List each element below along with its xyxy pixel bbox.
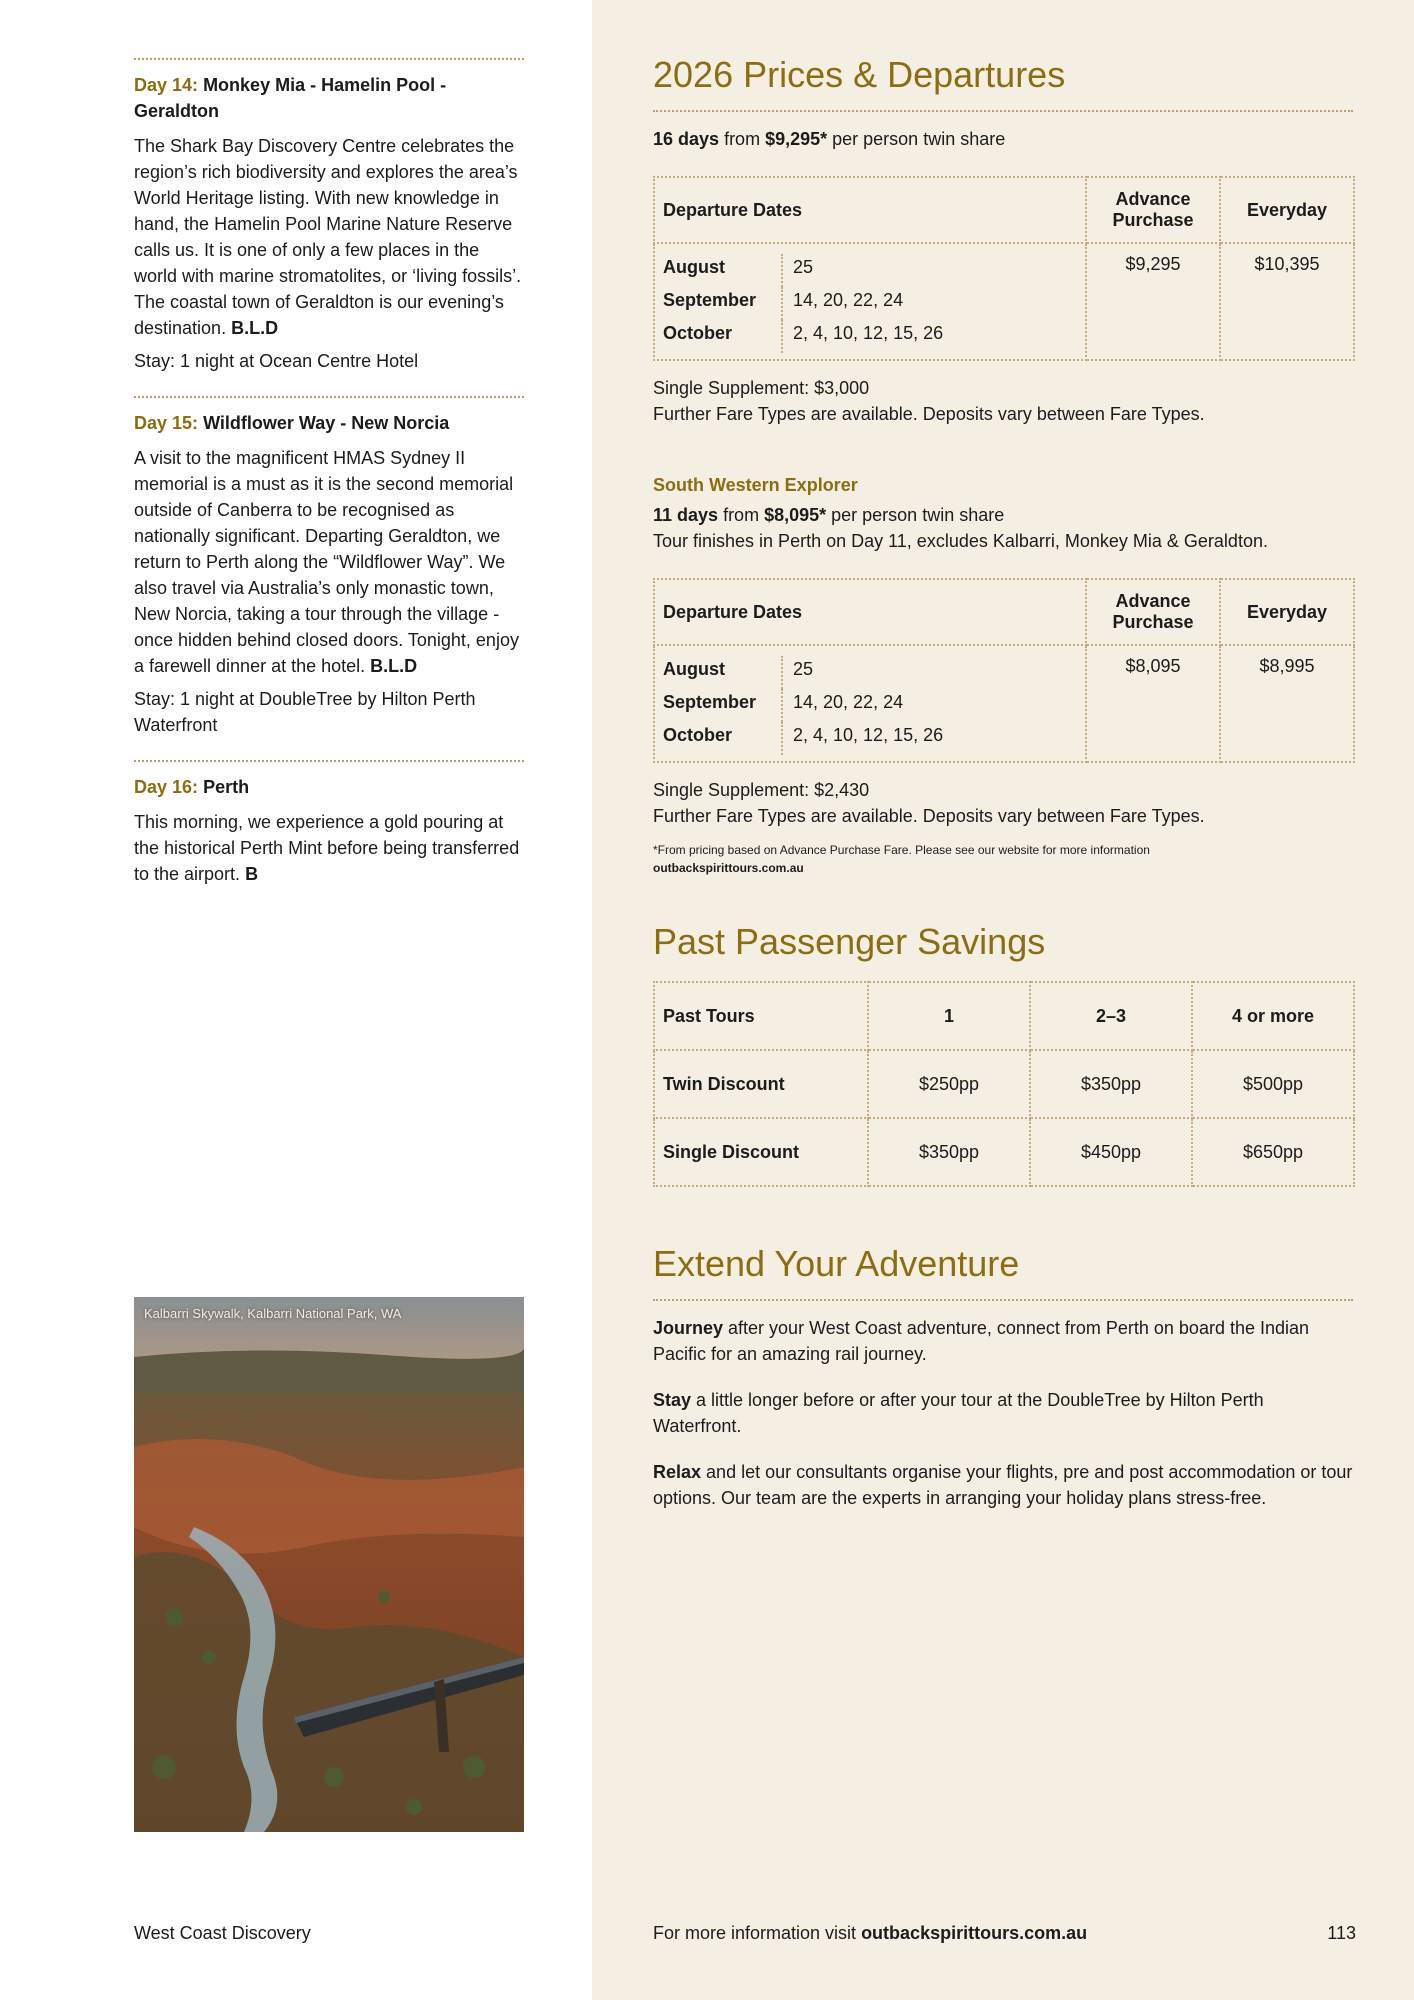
lead-price: $9,295* (765, 129, 828, 149)
date-row (663, 689, 1077, 722)
day-text: This morning, we experience a gold pouring at the historical Perth Mint before being transferred to the airport. (134, 812, 520, 884)
day-label: Day 15: (134, 413, 199, 433)
single-supplement: Single Supplement: $3,000 (653, 378, 870, 398)
day-14 (134, 58, 524, 374)
divider (134, 58, 524, 60)
extend-item (653, 1459, 1353, 1511)
day-heading (134, 72, 524, 124)
dates: 2, 4, 10, 12, 15, 26 (793, 725, 944, 745)
savings-header-row (654, 982, 1354, 1050)
dates: 2, 4, 10, 12, 15, 26 (793, 323, 944, 343)
date-row (663, 287, 1077, 320)
divider (134, 396, 524, 398)
month: August (663, 656, 783, 689)
meals: B.L.D (370, 656, 418, 676)
col-everyday: Everyday (1220, 177, 1354, 243)
dates: 14, 20, 22, 24 (793, 692, 904, 712)
explorer-prices-table (653, 578, 1355, 763)
prices-column (653, 52, 1353, 1531)
meals: B (245, 864, 259, 884)
day-heading (134, 774, 524, 800)
table-cell: $250pp (868, 1050, 1030, 1118)
day-stay: Stay: 1 night at Ocean Centre Hotel (134, 351, 419, 371)
tour-length: 16 days (653, 129, 720, 149)
prices-lead (653, 126, 1353, 152)
month: October (663, 722, 783, 755)
header-cell: Past Tours (654, 982, 868, 1050)
extend-item-text: a little longer before or after your tour at the DoubleTree by Hilton Perth Waterfront. (653, 1390, 1264, 1436)
month: September (663, 287, 783, 320)
day-title: Monkey Mia - Hamelin Pool - Geraldton (134, 75, 447, 121)
fare-note: Further Fare Types are available. Deposits vary between Fare Types. (653, 806, 1205, 826)
meals: B.L.D (231, 318, 279, 338)
extend-item-text: and let our consultants organise your flights, pre and post accommodation or tour options. Our team are the experts in arranging your holiday plans stress-free. (653, 1462, 1353, 1508)
lead-basis: per person twin share (827, 129, 1006, 149)
col-everyday: Everyday (1220, 579, 1354, 645)
savings-heading: Past Passenger Savings (653, 921, 1046, 962)
day-description (134, 445, 524, 679)
gorge-illustration (134, 1297, 524, 1832)
table-cell: $350pp (868, 1118, 1030, 1186)
day-label: Day 14: (134, 75, 199, 95)
extend-item (653, 1387, 1353, 1439)
date-row (663, 254, 1077, 287)
advance-price: $8,095 (1086, 645, 1220, 762)
col-departure-dates: Departure Dates (654, 579, 1086, 645)
fine-print-website (653, 859, 1353, 877)
date-row (663, 320, 1077, 353)
dates: 14, 20, 22, 24 (793, 290, 904, 310)
lead-price: $8,095* (764, 505, 827, 525)
date-row (663, 656, 1077, 689)
day-description (134, 133, 524, 341)
col-advance-purchase: Advance Purchase (1086, 579, 1220, 645)
table-cell: $650pp (1192, 1118, 1354, 1186)
day-text: A visit to the magnificent HMAS Sydney II memorial is a must as it is the second memorial outside of Canberra to be recognised as nationally significant. Departing Geraldton, we return to Perth along the “Wildflower Way”. We also travel via Australia’s only monastic town, New Norcia, taking a tour through the village - once hidden behind closed doors. Tonight, enjoy a farewell dinner at the hotel. (134, 448, 519, 676)
divider (653, 1299, 1353, 1301)
day-stay: Stay: 1 night at DoubleTree by Hilton Perth Waterfront (134, 689, 476, 735)
row-label: Twin Discount (654, 1050, 868, 1118)
dates-cell (654, 645, 1086, 762)
single-supplement: Single Supplement: $2,430 (653, 780, 870, 800)
header-cell: 4 or more (1192, 982, 1354, 1050)
itinerary-column (134, 58, 524, 909)
divider (134, 760, 524, 762)
fine-print: *From pricing based on Advance Purchase Fare. Please see our website for more information (653, 843, 1150, 857)
extend-item-keyword: Relax (653, 1462, 702, 1482)
day-text: The Shark Bay Discovery Centre celebrates the region’s rich biodiversity and explores the area’s World Heritage listing. With new knowledge in hand, the Hamelin Pool Marine Nature Reserve calls us. It is one of only a few places in the world with marine stromatolites, or ‘living fossils’. The coastal town of Geraldton is our evening’s destination. (134, 136, 522, 338)
explorer-title: South Western Explorer (653, 475, 858, 495)
header-cell: 2–3 (1030, 982, 1192, 1050)
divider (653, 110, 1353, 112)
lead-from: from (719, 129, 766, 149)
savings-table (653, 981, 1355, 1187)
footer-more-info (653, 1920, 1087, 1946)
everyday-price: $10,395 (1220, 243, 1354, 360)
day-heading (134, 410, 524, 436)
lead-basis: per person twin share (826, 505, 1005, 525)
tour-length: 11 days (653, 505, 719, 525)
website-link[interactable]: outbackspirittours.com.au (653, 861, 804, 875)
day-15 (134, 396, 524, 738)
explorer-lead (653, 502, 1353, 528)
col-advance-purchase: Advance Purchase (1086, 177, 1220, 243)
dates-cell (654, 243, 1086, 360)
row-label: Single Discount (654, 1118, 868, 1186)
day-label: Day 16: (134, 777, 199, 797)
page-number: 113 (1327, 1923, 1356, 1943)
date-row (663, 722, 1077, 755)
advance-price: $9,295 (1086, 243, 1220, 360)
extend-item (653, 1315, 1353, 1367)
extend-item-keyword: Stay (653, 1390, 692, 1410)
everyday-price: $8,995 (1220, 645, 1354, 762)
footer-brochure-title: West Coast Discovery (134, 1923, 311, 1943)
footer-website-link[interactable]: outbackspirittours.com.au (861, 1923, 1088, 1943)
dates: 25 (793, 257, 814, 277)
day-title: Wildflower Way - New Norcia (203, 413, 450, 433)
table-row (654, 1050, 1354, 1118)
footer-text: For more information visit (653, 1923, 862, 1943)
month: September (663, 689, 783, 722)
table-cell: $350pp (1030, 1050, 1192, 1118)
extend-list (653, 1315, 1353, 1511)
explorer-finish-note: Tour finishes in Perth on Day 11, excludes Kalbarri, Monkey Mia & Geraldton. (653, 531, 1268, 551)
prices-table (653, 176, 1355, 361)
day-16 (134, 760, 524, 887)
header-cell: 1 (868, 982, 1030, 1050)
day-description (134, 809, 524, 887)
month: August (663, 254, 783, 287)
dates: 25 (793, 659, 814, 679)
extend-item-keyword: Journey (653, 1318, 724, 1338)
lead-from: from (718, 505, 765, 525)
extend-heading: Extend Your Adventure (653, 1243, 1020, 1284)
kalbarri-photo (134, 1297, 524, 1832)
col-departure-dates: Departure Dates (654, 177, 1086, 243)
extend-item-text: after your West Coast adventure, connect from Perth on board the Indian Pacific for an amazing rail journey. (653, 1318, 1310, 1364)
photo-caption: Kalbarri Skywalk, Kalbarri National Park, WA (144, 1306, 402, 1321)
table-cell: $450pp (1030, 1118, 1192, 1186)
month: October (663, 320, 783, 353)
day-title: Perth (203, 777, 250, 797)
table-row (654, 1118, 1354, 1186)
table-cell: $500pp (1192, 1050, 1354, 1118)
fare-note: Further Fare Types are available. Deposits vary between Fare Types. (653, 404, 1205, 424)
prices-heading: 2026 Prices & Departures (653, 54, 1066, 95)
